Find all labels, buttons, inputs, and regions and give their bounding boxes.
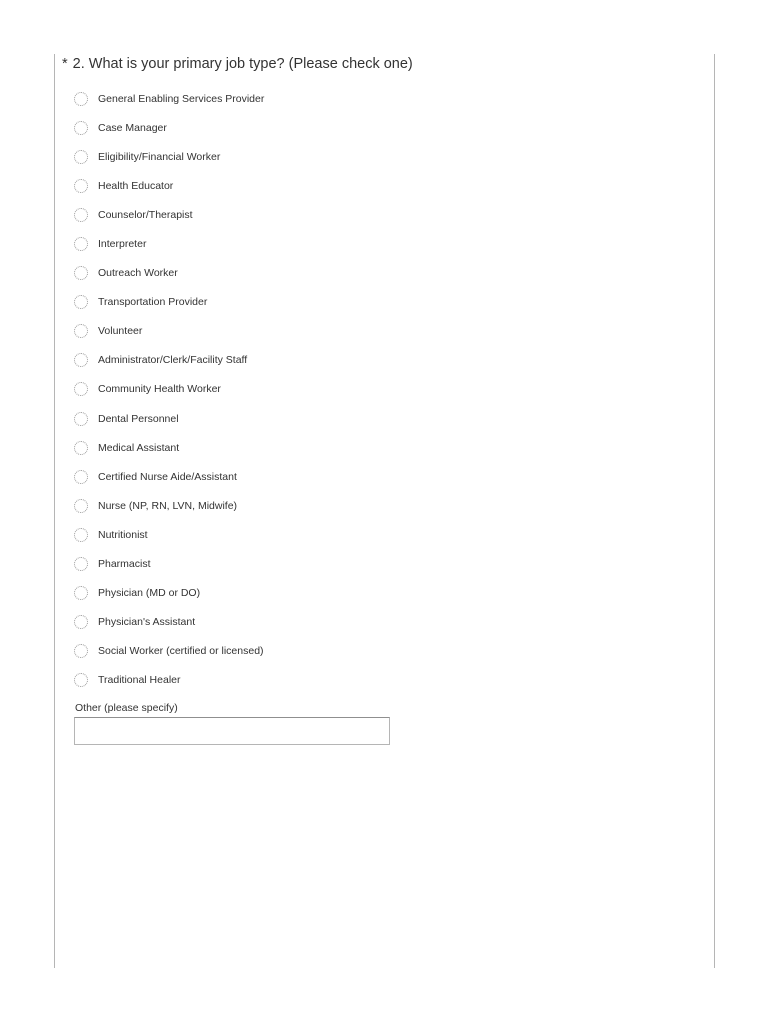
radio-button[interactable]	[74, 324, 88, 338]
options-list	[74, 84, 264, 695]
option-label: Community Health Worker	[98, 383, 221, 396]
option-counselor-therapist[interactable]	[74, 200, 264, 229]
option-physician[interactable]	[74, 579, 264, 608]
option-label: Dental Personnel	[98, 412, 179, 425]
radio-button[interactable]	[74, 237, 88, 251]
page-border-right	[714, 54, 715, 968]
required-marker: *	[62, 56, 68, 72]
option-case-manager[interactable]	[74, 113, 264, 142]
option-eligibility-financial-worker[interactable]	[74, 142, 264, 171]
option-community-health-worker[interactable]	[74, 375, 264, 404]
option-label: Health Educator	[98, 179, 174, 192]
option-administrator-clerk-facility-staff[interactable]	[74, 346, 264, 375]
radio-button[interactable]	[74, 295, 88, 309]
radio-button[interactable]	[74, 92, 88, 106]
radio-button[interactable]	[74, 644, 88, 658]
option-label: Case Manager	[98, 121, 167, 134]
option-label: Eligibility/Financial Worker	[98, 150, 221, 163]
option-label: Volunteer	[98, 325, 143, 338]
radio-button[interactable]	[74, 441, 88, 455]
radio-button[interactable]	[74, 353, 88, 367]
option-label: Nurse (NP, RN, LVN, Midwife)	[98, 499, 238, 512]
radio-button[interactable]	[74, 208, 88, 222]
radio-button[interactable]	[74, 179, 88, 193]
radio-button[interactable]	[74, 470, 88, 484]
question-title	[62, 56, 413, 72]
option-certified-nurse-aide-assistant[interactable]	[74, 462, 264, 491]
option-label: Counselor/Therapist	[98, 208, 193, 221]
option-nutritionist[interactable]	[74, 520, 264, 549]
option-social-worker[interactable]	[74, 637, 264, 666]
other-label: Other (please specify)	[75, 702, 178, 714]
option-label: Transportation Provider	[98, 296, 208, 309]
option-nurse[interactable]	[74, 491, 264, 520]
radio-button[interactable]	[74, 528, 88, 542]
option-medical-assistant[interactable]	[74, 433, 264, 462]
radio-button[interactable]	[74, 499, 88, 513]
option-pharmacist[interactable]	[74, 550, 264, 579]
option-transportation-provider[interactable]	[74, 288, 264, 317]
question-text: 2. What is your primary job type? (Please check one)	[72, 56, 413, 72]
option-label: Social Worker (certified or licensed)	[98, 645, 264, 658]
radio-button[interactable]	[74, 673, 88, 687]
radio-button[interactable]	[74, 615, 88, 629]
option-volunteer[interactable]	[74, 317, 264, 346]
option-general-enabling-services-provider[interactable]	[74, 84, 264, 113]
option-health-educator[interactable]	[74, 171, 264, 200]
option-physicians-assistant[interactable]	[74, 608, 264, 637]
radio-button[interactable]	[74, 412, 88, 426]
option-label: Physician (MD or DO)	[98, 587, 201, 600]
option-label: Traditional Healer	[98, 674, 181, 687]
option-label: Pharmacist	[98, 558, 151, 571]
option-interpreter[interactable]	[74, 229, 264, 258]
radio-button[interactable]	[74, 266, 88, 280]
option-label: Administrator/Clerk/Facility Staff	[98, 354, 248, 367]
option-label: General Enabling Services Provider	[98, 92, 265, 105]
option-label: Interpreter	[98, 238, 147, 251]
option-label: Physician's Assistant	[98, 616, 196, 629]
radio-button[interactable]	[74, 557, 88, 571]
option-label: Outreach Worker	[98, 267, 178, 280]
option-dental-personnel[interactable]	[74, 404, 264, 433]
option-label: Certified Nurse Aide/Assistant	[98, 470, 237, 483]
radio-button[interactable]	[74, 382, 88, 396]
option-traditional-healer[interactable]	[74, 666, 264, 695]
page-border-left	[54, 54, 55, 968]
radio-button[interactable]	[74, 150, 88, 164]
other-specify-input[interactable]	[74, 717, 390, 745]
radio-button[interactable]	[74, 121, 88, 135]
option-label: Medical Assistant	[98, 441, 180, 454]
option-outreach-worker[interactable]	[74, 259, 264, 288]
option-label: Nutritionist	[98, 528, 148, 541]
radio-button[interactable]	[74, 586, 88, 600]
